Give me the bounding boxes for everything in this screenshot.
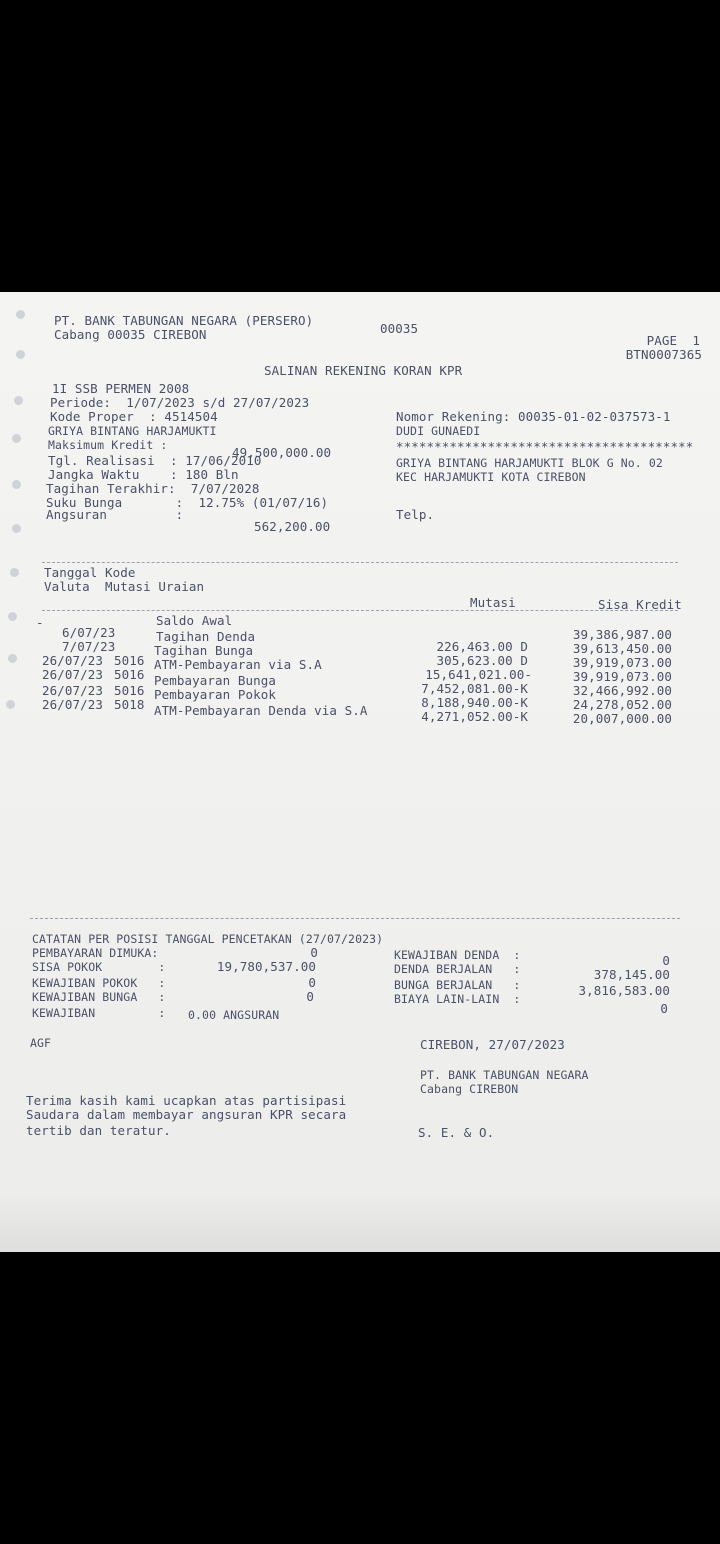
row-desc: Tagihan Denda <box>156 629 256 644</box>
suku-bunga: Suku Bunga : 12.75% (01/07/16) <box>46 495 329 510</box>
summary-label: KEWAJIBAN DENDA : <box>394 948 521 962</box>
row-date: 26/07/23 <box>42 697 104 712</box>
document-title: SALINAN REKENING KORAN KPR <box>264 363 463 378</box>
summary-value: 0.00 ANGSURAN <box>188 1008 280 1022</box>
perforation-hole <box>8 654 17 663</box>
place-date: CIREBON, 27/07/2023 <box>420 1037 565 1052</box>
tgl-realisasi: Tgl. Realisasi : 17/06/2010 <box>48 453 262 468</box>
signer-bank: PT. BANK TABUNGAN NEGARA <box>420 1068 589 1082</box>
row-mutasi: 305,623.00 D <box>436 653 528 668</box>
customer-name: DUDI GUNAEDI <box>396 424 481 438</box>
row-code: 5016 <box>114 667 145 682</box>
row-sisa: 39,613,450.00 <box>572 641 672 656</box>
thanks-line-1: Terima kasih kami ucapkan atas partisipasi <box>26 1093 347 1108</box>
row-sisa: 39,919,073.00 <box>572 669 672 684</box>
row-desc: Saldo Awal <box>156 613 233 628</box>
row-date: 26/07/23 <box>42 653 104 668</box>
perforation-hole <box>12 434 21 443</box>
angsuran-value: 562,200.00 <box>254 519 331 534</box>
table-separator-top <box>42 562 678 563</box>
statement-paper <box>0 292 720 1252</box>
summary-value: 0 <box>660 1001 668 1016</box>
summary-value: 3,816,583.00 <box>578 983 670 998</box>
col-mutasi: Mutasi <box>470 595 516 610</box>
summary-label: DENDA BERJALAN : <box>394 962 521 976</box>
row-date: 6/07/23 <box>62 625 116 640</box>
row-date: 7/07/23 <box>62 639 116 654</box>
stars-separator: *************************************** <box>396 439 694 454</box>
row-mutasi: 4,271,052.00-K <box>421 709 528 724</box>
seo-note: S. E. & O. <box>418 1125 495 1140</box>
summary-separator <box>30 918 680 919</box>
perforation-hole <box>12 480 21 489</box>
signer-branch: Cabang CIREBON <box>420 1082 519 1096</box>
col-sisa-kredit: Sisa Kredit <box>598 597 682 612</box>
nomor-rekening: Nomor Rekening: 00035-01-02-037573-1 <box>396 409 671 424</box>
row-desc: ATM-Pembayaran Denda via S.A <box>154 703 368 718</box>
row-date: 26/07/23 <box>42 683 104 698</box>
perforation-hole <box>8 612 17 621</box>
maks-kredit-label: Maksimum Kredit : <box>48 438 168 452</box>
row-desc: Pembayaran Pokok <box>154 687 277 702</box>
document-number: BTN0007365 <box>625 347 702 362</box>
branch-name: Cabang 00035 CIREBON <box>54 327 207 342</box>
tagihan-terakhir: Tagihan Terakhir: 7/07/2028 <box>46 481 260 496</box>
row-desc: ATM-Pembayaran via S.A <box>154 657 322 672</box>
summary-label: BUNGA BERJALAN : <box>394 978 521 992</box>
summary-value: 19,780,537.00 <box>216 959 316 974</box>
perforation-hole <box>10 568 19 577</box>
periode: Periode: 1/07/2023 s/d 27/07/2023 <box>50 395 310 410</box>
summary-label: BIAYA LAIN-LAIN : <box>394 992 521 1006</box>
program: 1I SSB PERMEN 2008 <box>52 381 190 396</box>
summary-value: 378,145.00 <box>593 967 670 982</box>
row-desc: Pembayaran Bunga <box>154 673 277 688</box>
agf-code: AGF <box>30 1036 52 1050</box>
kode-proper: Kode Proper : 4514504 <box>50 409 218 424</box>
dash-mark: - <box>36 615 44 630</box>
jangka-waktu: Jangka Waktu : 180 Bln <box>48 467 239 482</box>
summary-value: 0 <box>662 953 670 968</box>
row-code: 5016 <box>114 683 145 698</box>
paper-shadow <box>0 1192 720 1252</box>
address-line-2: KEC HARJAMUKTI KOTA CIREBON <box>396 470 586 484</box>
summary-value: 0 <box>310 945 318 960</box>
row-mutasi: 15,641,021.00- <box>425 667 532 682</box>
perforation-hole <box>12 524 21 533</box>
summary-label: SISA POKOK : <box>32 960 166 974</box>
row-sisa: 32,466,992.00 <box>572 683 672 698</box>
row-sisa: 24,278,052.00 <box>572 697 672 712</box>
summary-label: KEWAJIBAN BUNGA : <box>32 990 166 1004</box>
col-tanggal: Tanggal Kode <box>44 565 136 580</box>
row-code: 5018 <box>114 697 145 712</box>
perforation-hole <box>14 396 23 405</box>
summary-label: KEWAJIBAN : <box>32 1006 166 1020</box>
row-mutasi: 7,452,081.00-K <box>421 681 528 696</box>
perforation-hole <box>16 310 25 319</box>
maks-kredit-value: 49,500,000.00 <box>232 445 332 460</box>
row-mutasi: 8,188,940.00-K <box>421 695 528 710</box>
summary-value: 0 <box>306 989 314 1004</box>
table-separator-header <box>42 610 678 611</box>
telp: Telp. <box>396 507 435 522</box>
row-sisa: 39,919,073.00 <box>572 655 672 670</box>
perforation-hole <box>16 350 25 359</box>
bank-name: PT. BANK TABUNGAN NEGARA (PERSERO) <box>54 313 314 328</box>
angsuran-label: Angsuran : <box>46 507 184 522</box>
row-code: 5016 <box>114 653 145 668</box>
thanks-line-2: Saudara dalam membayar angsuran KPR secara <box>26 1107 347 1122</box>
project-name: GRIYA BINTANG HARJAMUKTI <box>48 424 217 438</box>
row-sisa: 39,386,987.00 <box>572 627 672 642</box>
thanks-line-3: tertib dan teratur. <box>26 1123 171 1138</box>
row-sisa: 20,007,000.00 <box>572 711 672 726</box>
page-number: PAGE 1 <box>646 333 700 348</box>
summary-title: CATATAN PER POSISI TANGGAL PENCETAKAN (27/07/2023) <box>32 932 384 946</box>
row-date: 26/07/23 <box>42 667 104 682</box>
summary-label: KEWAJIBAN POKOK : <box>32 976 166 990</box>
perforation-hole <box>6 700 15 709</box>
col-valuta: Valuta Mutasi Uraian <box>44 579 205 594</box>
summary-label: PEMBAYARAN DIMUKA: <box>32 946 159 960</box>
summary-value: 0 <box>308 975 316 990</box>
address-line-1: GRIYA BINTANG HARJAMUKTI BLOK G No. 02 <box>396 456 663 470</box>
row-desc: Tagihan Bunga <box>154 643 254 658</box>
header-code: 00035 <box>380 321 419 336</box>
row-mutasi: 226,463.00 D <box>436 639 528 654</box>
